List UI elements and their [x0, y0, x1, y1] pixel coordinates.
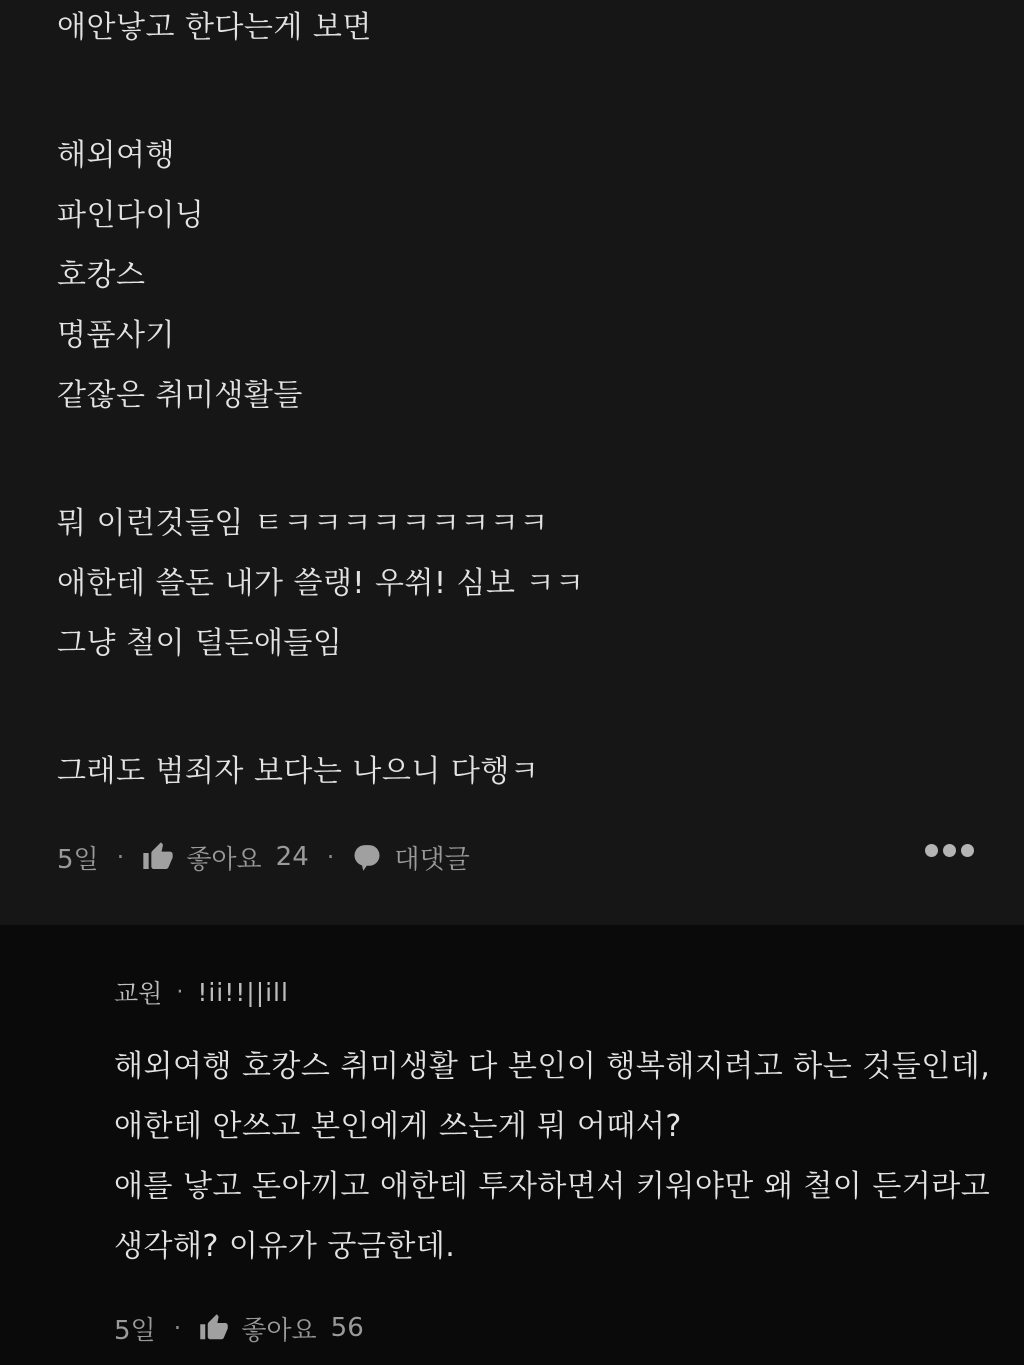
like-count: 56 [330, 1313, 364, 1343]
comment-line: 해외여행 [57, 138, 175, 173]
like-label: 좋아요 [241, 1315, 317, 1346]
reply-date: 5일 [114, 1315, 156, 1346]
reply-author: 교원 [114, 979, 163, 1008]
speech-bubble-icon [352, 842, 382, 872]
reply-footer [114, 1307, 974, 1349]
more-options-icon [925, 844, 938, 857]
dot-separator: · [326, 843, 335, 871]
comment-line: 애한테 쓸돈 내가 쓸랭! 우쒸! 심보 ㅋㅋ [57, 566, 585, 601]
comment-body [57, 8, 974, 792]
dot-separator: · [116, 843, 125, 871]
dot-separator: · [173, 1314, 182, 1342]
dot-separator: · [176, 979, 184, 1005]
reply-line: 애를 낳고 돈아끼고 애한테 투자하면서 키워야만 왜 철이 든거라고 [114, 1169, 991, 1204]
reply-label: 대댓글 [394, 844, 470, 875]
comment-line: 그래도 범죄자 보다는 나으니 다행ㅋ [57, 754, 540, 789]
reply-line: 애한테 안쓰고 본인에게 쓰는게 뭐 어때서? [114, 1109, 682, 1144]
comment-line: 뭐 이런것들임 ㅌㅋㅋㅋㅋㅋㅋㅋㅋㅋ [57, 506, 549, 541]
comment-line: 파인다이닝 [57, 198, 205, 233]
reply-body [114, 1047, 991, 1267]
thumbs-up-icon [142, 841, 174, 873]
reply-line: 해외여행 호캉스 취미생활 다 본인이 행복해지려고 하는 것들인데, [114, 1049, 991, 1084]
like-button[interactable] [142, 839, 308, 876]
comment-line: 같잖은 취미생활들 [57, 378, 303, 413]
comment-line: 호캉스 [57, 258, 146, 293]
thumbs-up-icon [199, 1313, 229, 1343]
reply-line: 생각해? 이유가 궁금한데. [114, 1229, 456, 1264]
like-label: 좋아요 [186, 844, 262, 875]
comment-footer [57, 836, 974, 878]
reply-button[interactable] [352, 839, 469, 876]
like-count: 24 [275, 842, 309, 872]
comment-line: 명품사기 [57, 318, 175, 353]
reply-username: !ii!!||ill [197, 977, 289, 1007]
more-options-icon [961, 844, 974, 857]
comment-line: 그냥 철이 덜든애들임 [57, 626, 343, 661]
comment-line: 애안낳고 한다는게 보면 [57, 10, 372, 45]
reply-header [114, 975, 974, 1009]
comment-date: 5일 [57, 844, 99, 875]
reply-comment [0, 925, 1024, 1365]
more-options-button[interactable] [925, 838, 974, 863]
more-options-icon [943, 844, 956, 857]
reply-like-button[interactable] [199, 1310, 363, 1347]
